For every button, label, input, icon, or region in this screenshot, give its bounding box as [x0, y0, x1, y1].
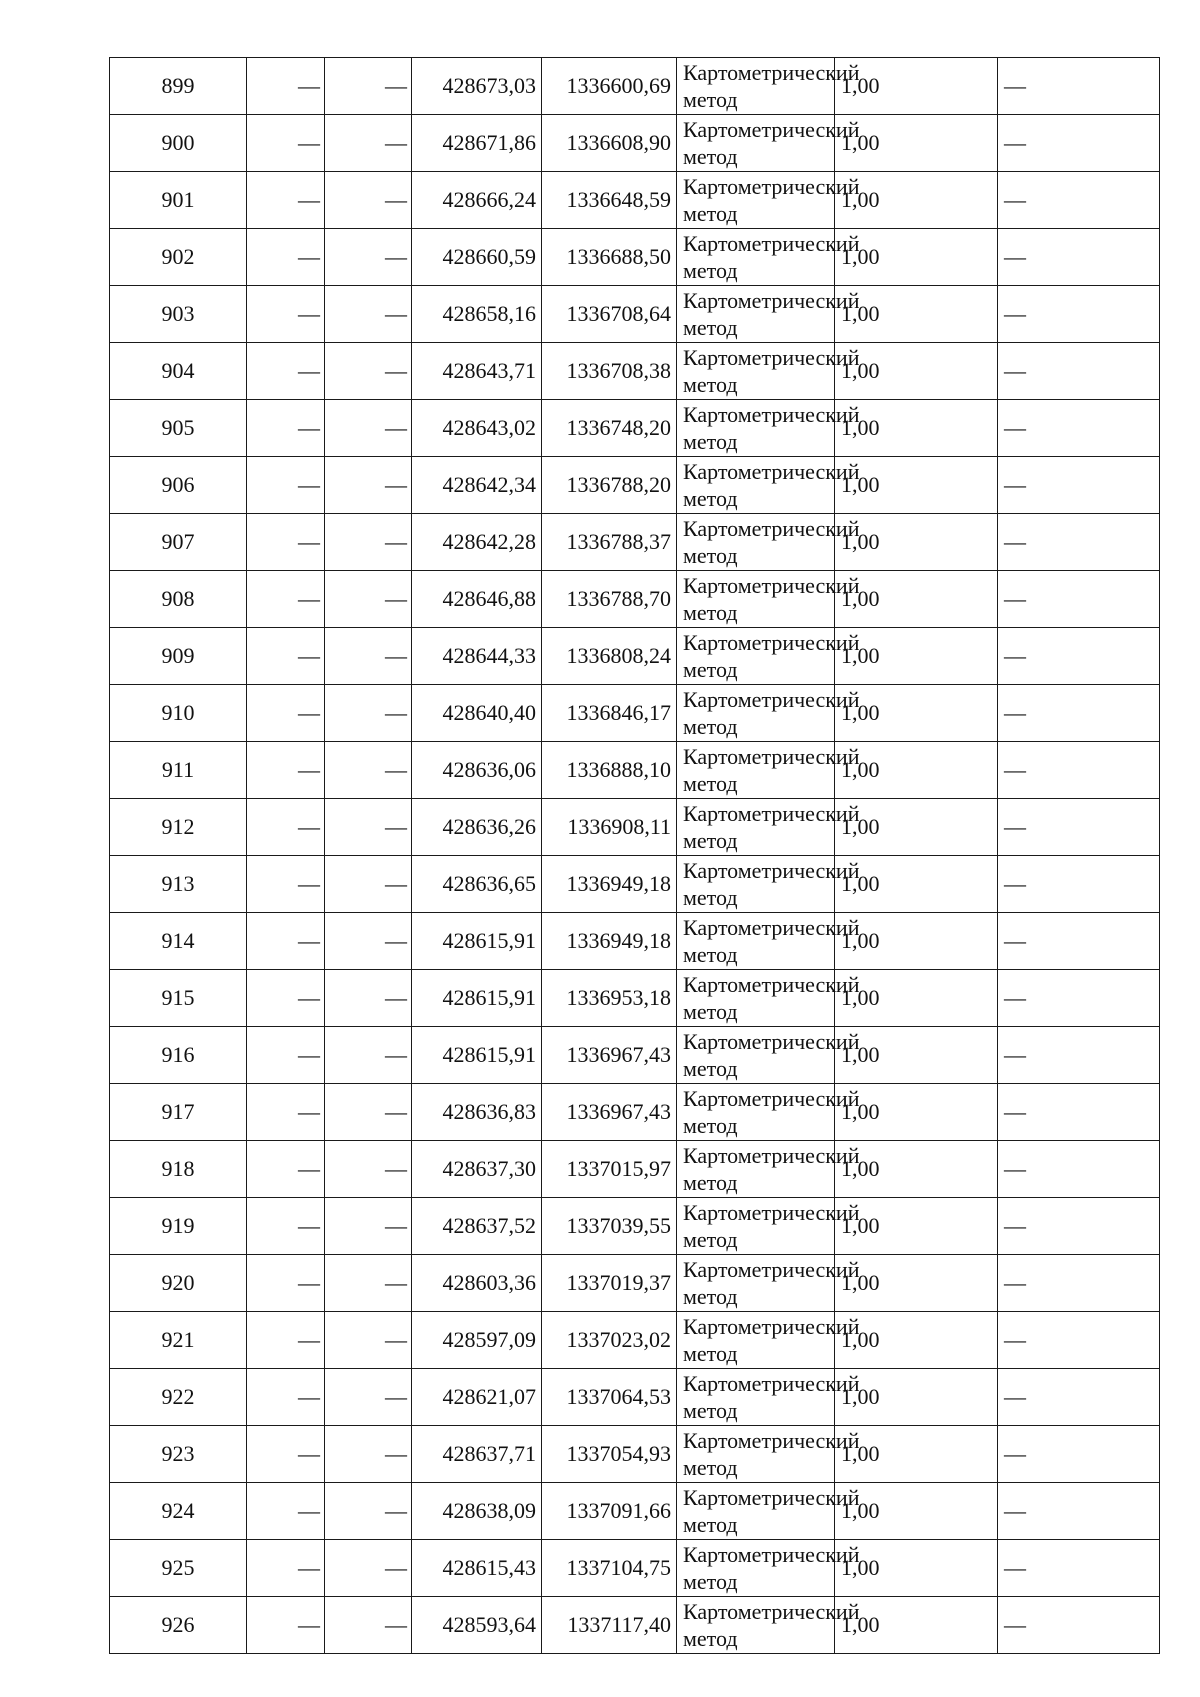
empty-cell-dash: —	[247, 1141, 325, 1198]
description-dash: —	[998, 514, 1160, 571]
determination-method: Картометрический метод	[677, 1027, 835, 1084]
accuracy-value: 1,00	[835, 856, 998, 913]
table-row	[110, 970, 1160, 1027]
description-dash: —	[998, 1141, 1160, 1198]
point-number: 901	[110, 172, 247, 229]
point-number: 911	[110, 742, 247, 799]
coordinate-x: 428636,06	[412, 742, 542, 799]
description-dash: —	[998, 286, 1160, 343]
table-row	[110, 286, 1160, 343]
description-dash: —	[998, 571, 1160, 628]
determination-method: Картометрический метод	[677, 1369, 835, 1426]
description-dash: —	[998, 1255, 1160, 1312]
table-row	[110, 1540, 1160, 1597]
determination-method: Картометрический метод	[677, 400, 835, 457]
empty-cell-dash: —	[247, 1540, 325, 1597]
description-dash: —	[998, 685, 1160, 742]
determination-method: Картометрический метод	[677, 1141, 835, 1198]
table-row	[110, 1597, 1160, 1654]
description-dash: —	[998, 742, 1160, 799]
coordinate-x: 428643,02	[412, 400, 542, 457]
coordinate-x: 428615,43	[412, 1540, 542, 1597]
table-row	[110, 1141, 1160, 1198]
coordinate-y: 1336600,69	[542, 58, 677, 115]
table-row	[110, 1369, 1160, 1426]
coordinate-x: 428637,30	[412, 1141, 542, 1198]
empty-cell-dash: —	[247, 172, 325, 229]
empty-cell-dash: —	[325, 115, 412, 172]
table-row	[110, 400, 1160, 457]
description-dash: —	[998, 229, 1160, 286]
coordinate-x: 428637,52	[412, 1198, 542, 1255]
description-dash: —	[998, 343, 1160, 400]
empty-cell-dash: —	[325, 628, 412, 685]
empty-cell-dash: —	[325, 286, 412, 343]
empty-cell-dash: —	[325, 970, 412, 1027]
point-number: 899	[110, 58, 247, 115]
coordinate-y: 1336846,17	[542, 685, 677, 742]
empty-cell-dash: —	[325, 1027, 412, 1084]
coordinate-y: 1336808,24	[542, 628, 677, 685]
coordinate-y: 1336888,10	[542, 742, 677, 799]
accuracy-value: 1,00	[835, 685, 998, 742]
accuracy-value: 1,00	[835, 571, 998, 628]
table-row	[110, 742, 1160, 799]
coordinate-x: 428621,07	[412, 1369, 542, 1426]
point-number: 918	[110, 1141, 247, 1198]
accuracy-value: 1,00	[835, 913, 998, 970]
table-row	[110, 457, 1160, 514]
empty-cell-dash: —	[247, 343, 325, 400]
empty-cell-dash: —	[247, 1312, 325, 1369]
accuracy-value: 1,00	[835, 286, 998, 343]
accuracy-value: 1,00	[835, 1141, 998, 1198]
coordinate-y: 1337064,53	[542, 1369, 677, 1426]
point-number: 910	[110, 685, 247, 742]
coordinate-y: 1336967,43	[542, 1084, 677, 1141]
table-row	[110, 628, 1160, 685]
empty-cell-dash: —	[247, 856, 325, 913]
accuracy-value: 1,00	[835, 970, 998, 1027]
empty-cell-dash: —	[325, 1312, 412, 1369]
coordinate-y: 1336949,18	[542, 913, 677, 970]
description-dash: —	[998, 1312, 1160, 1369]
coordinate-y: 1336708,64	[542, 286, 677, 343]
empty-cell-dash: —	[247, 1483, 325, 1540]
empty-cell-dash: —	[325, 799, 412, 856]
coordinate-x: 428636,26	[412, 799, 542, 856]
accuracy-value: 1,00	[835, 514, 998, 571]
coordinate-y: 1336608,90	[542, 115, 677, 172]
coordinate-x: 428636,65	[412, 856, 542, 913]
empty-cell-dash: —	[247, 628, 325, 685]
table-row	[110, 1312, 1160, 1369]
empty-cell-dash: —	[325, 1540, 412, 1597]
empty-cell-dash: —	[247, 742, 325, 799]
accuracy-value: 1,00	[835, 1312, 998, 1369]
empty-cell-dash: —	[247, 1084, 325, 1141]
coordinate-y: 1336788,37	[542, 514, 677, 571]
point-number: 902	[110, 229, 247, 286]
coordinate-y: 1337015,97	[542, 1141, 677, 1198]
coordinate-y: 1336708,38	[542, 343, 677, 400]
determination-method: Картометрический метод	[677, 1483, 835, 1540]
description-dash: —	[998, 1027, 1160, 1084]
coordinate-x: 428642,34	[412, 457, 542, 514]
empty-cell-dash: —	[247, 1369, 325, 1426]
accuracy-value: 1,00	[835, 457, 998, 514]
empty-cell-dash: —	[247, 970, 325, 1027]
point-number: 905	[110, 400, 247, 457]
table-row	[110, 1255, 1160, 1312]
determination-method: Картометрический метод	[677, 1597, 835, 1654]
accuracy-value: 1,00	[835, 400, 998, 457]
description-dash: —	[998, 1084, 1160, 1141]
empty-cell-dash: —	[325, 58, 412, 115]
point-number: 909	[110, 628, 247, 685]
point-number: 912	[110, 799, 247, 856]
empty-cell-dash: —	[247, 229, 325, 286]
point-number: 923	[110, 1426, 247, 1483]
description-dash: —	[998, 799, 1160, 856]
determination-method: Картометрический метод	[677, 514, 835, 571]
empty-cell-dash: —	[325, 343, 412, 400]
determination-method: Картометрический метод	[677, 229, 835, 286]
table-row	[110, 514, 1160, 571]
determination-method: Картометрический метод	[677, 1540, 835, 1597]
empty-cell-dash: —	[247, 685, 325, 742]
table-row	[110, 1198, 1160, 1255]
coordinate-x: 428615,91	[412, 913, 542, 970]
empty-cell-dash: —	[325, 400, 412, 457]
coordinate-y: 1336967,43	[542, 1027, 677, 1084]
empty-cell-dash: —	[325, 1483, 412, 1540]
empty-cell-dash: —	[325, 1084, 412, 1141]
point-number: 919	[110, 1198, 247, 1255]
description-dash: —	[998, 172, 1160, 229]
empty-cell-dash: —	[325, 685, 412, 742]
coordinate-x: 428637,71	[412, 1426, 542, 1483]
point-number: 900	[110, 115, 247, 172]
coordinate-x: 428643,71	[412, 343, 542, 400]
empty-cell-dash: —	[325, 229, 412, 286]
point-number: 921	[110, 1312, 247, 1369]
accuracy-value: 1,00	[835, 1483, 998, 1540]
point-number: 907	[110, 514, 247, 571]
table-row	[110, 115, 1160, 172]
point-number: 904	[110, 343, 247, 400]
description-dash: —	[998, 1540, 1160, 1597]
accuracy-value: 1,00	[835, 115, 998, 172]
empty-cell-dash: —	[325, 457, 412, 514]
coordinate-x: 428638,09	[412, 1483, 542, 1540]
accuracy-value: 1,00	[835, 1597, 998, 1654]
determination-method: Картометрический метод	[677, 172, 835, 229]
accuracy-value: 1,00	[835, 58, 998, 115]
coordinate-x: 428603,36	[412, 1255, 542, 1312]
point-number: 917	[110, 1084, 247, 1141]
empty-cell-dash: —	[325, 1141, 412, 1198]
accuracy-value: 1,00	[835, 742, 998, 799]
point-number: 913	[110, 856, 247, 913]
empty-cell-dash: —	[325, 514, 412, 571]
table-row	[110, 685, 1160, 742]
coordinate-x: 428642,28	[412, 514, 542, 571]
empty-cell-dash: —	[325, 1597, 412, 1654]
coordinate-x: 428671,86	[412, 115, 542, 172]
coordinate-y: 1337023,02	[542, 1312, 677, 1369]
determination-method: Картометрический метод	[677, 115, 835, 172]
point-number: 906	[110, 457, 247, 514]
empty-cell-dash: —	[247, 1597, 325, 1654]
coordinate-y: 1336953,18	[542, 970, 677, 1027]
coordinate-x: 428660,59	[412, 229, 542, 286]
determination-method: Картометрический метод	[677, 1084, 835, 1141]
coordinate-y: 1336688,50	[542, 229, 677, 286]
description-dash: —	[998, 1369, 1160, 1426]
coordinate-y: 1336648,59	[542, 172, 677, 229]
determination-method: Картометрический метод	[677, 799, 835, 856]
coordinate-y: 1337039,55	[542, 1198, 677, 1255]
description-dash: —	[998, 400, 1160, 457]
determination-method: Картометрический метод	[677, 742, 835, 799]
determination-method: Картометрический метод	[677, 913, 835, 970]
description-dash: —	[998, 58, 1160, 115]
coordinate-x: 428658,16	[412, 286, 542, 343]
description-dash: —	[998, 1483, 1160, 1540]
accuracy-value: 1,00	[835, 628, 998, 685]
point-number: 926	[110, 1597, 247, 1654]
coordinate-x: 428640,40	[412, 685, 542, 742]
empty-cell-dash: —	[325, 172, 412, 229]
accuracy-value: 1,00	[835, 1084, 998, 1141]
accuracy-value: 1,00	[835, 1426, 998, 1483]
coordinate-x: 428636,83	[412, 1084, 542, 1141]
description-dash: —	[998, 1198, 1160, 1255]
coordinate-y: 1336788,20	[542, 457, 677, 514]
coordinate-x: 428644,33	[412, 628, 542, 685]
empty-cell-dash: —	[247, 514, 325, 571]
empty-cell-dash: —	[247, 571, 325, 628]
description-dash: —	[998, 856, 1160, 913]
description-dash: —	[998, 1597, 1160, 1654]
empty-cell-dash: —	[247, 1255, 325, 1312]
empty-cell-dash: —	[247, 799, 325, 856]
empty-cell-dash: —	[247, 913, 325, 970]
accuracy-value: 1,00	[835, 799, 998, 856]
accuracy-value: 1,00	[835, 1255, 998, 1312]
table-row	[110, 343, 1160, 400]
determination-method: Картометрический метод	[677, 286, 835, 343]
coordinate-x: 428646,88	[412, 571, 542, 628]
table-row	[110, 913, 1160, 970]
empty-cell-dash: —	[247, 457, 325, 514]
empty-cell-dash: —	[325, 1198, 412, 1255]
coordinate-y: 1337091,66	[542, 1483, 677, 1540]
determination-method: Картометрический метод	[677, 685, 835, 742]
determination-method: Картометрический метод	[677, 457, 835, 514]
point-number: 922	[110, 1369, 247, 1426]
empty-cell-dash: —	[325, 1426, 412, 1483]
accuracy-value: 1,00	[835, 343, 998, 400]
table-row	[110, 799, 1160, 856]
coordinate-y: 1337019,37	[542, 1255, 677, 1312]
determination-method: Картометрический метод	[677, 1198, 835, 1255]
description-dash: —	[998, 115, 1160, 172]
table-row	[110, 856, 1160, 913]
determination-method: Картометрический метод	[677, 970, 835, 1027]
table-row	[110, 172, 1160, 229]
empty-cell-dash: —	[247, 400, 325, 457]
accuracy-value: 1,00	[835, 172, 998, 229]
coordinate-x: 428666,24	[412, 172, 542, 229]
empty-cell-dash: —	[325, 856, 412, 913]
point-number: 915	[110, 970, 247, 1027]
point-number: 924	[110, 1483, 247, 1540]
description-dash: —	[998, 1426, 1160, 1483]
coordinates-table	[109, 57, 1160, 1654]
point-number: 908	[110, 571, 247, 628]
coordinate-x: 428593,64	[412, 1597, 542, 1654]
empty-cell-dash: —	[247, 286, 325, 343]
coordinate-x: 428615,91	[412, 1027, 542, 1084]
empty-cell-dash: —	[247, 115, 325, 172]
empty-cell-dash: —	[325, 913, 412, 970]
table-row	[110, 571, 1160, 628]
empty-cell-dash: —	[247, 1027, 325, 1084]
coordinate-x: 428615,91	[412, 970, 542, 1027]
coordinate-y: 1337054,93	[542, 1426, 677, 1483]
description-dash: —	[998, 457, 1160, 514]
coordinate-y: 1336748,20	[542, 400, 677, 457]
point-number: 916	[110, 1027, 247, 1084]
coordinate-y: 1336949,18	[542, 856, 677, 913]
empty-cell-dash: —	[247, 1198, 325, 1255]
determination-method: Картометрический метод	[677, 1255, 835, 1312]
determination-method: Картометрический метод	[677, 628, 835, 685]
point-number: 925	[110, 1540, 247, 1597]
table-row	[110, 1084, 1160, 1141]
point-number: 914	[110, 913, 247, 970]
coordinate-y: 1337104,75	[542, 1540, 677, 1597]
table-row	[110, 1027, 1160, 1084]
point-number: 903	[110, 286, 247, 343]
point-number: 920	[110, 1255, 247, 1312]
description-dash: —	[998, 913, 1160, 970]
table-row	[110, 58, 1160, 115]
empty-cell-dash: —	[325, 1369, 412, 1426]
empty-cell-dash: —	[247, 58, 325, 115]
accuracy-value: 1,00	[835, 1027, 998, 1084]
description-dash: —	[998, 628, 1160, 685]
empty-cell-dash: —	[325, 742, 412, 799]
table-row	[110, 229, 1160, 286]
coordinate-y: 1336908,11	[542, 799, 677, 856]
determination-method: Картометрический метод	[677, 343, 835, 400]
coordinate-x: 428673,03	[412, 58, 542, 115]
accuracy-value: 1,00	[835, 229, 998, 286]
coordinate-y: 1337117,40	[542, 1597, 677, 1654]
empty-cell-dash: —	[325, 1255, 412, 1312]
accuracy-value: 1,00	[835, 1540, 998, 1597]
empty-cell-dash: —	[247, 1426, 325, 1483]
determination-method: Картометрический метод	[677, 856, 835, 913]
determination-method: Картометрический метод	[677, 1312, 835, 1369]
empty-cell-dash: —	[325, 571, 412, 628]
coordinate-x: 428597,09	[412, 1312, 542, 1369]
determination-method: Картометрический метод	[677, 58, 835, 115]
coordinate-y: 1336788,70	[542, 571, 677, 628]
coordinates-table-body	[110, 58, 1160, 1654]
table-row	[110, 1483, 1160, 1540]
accuracy-value: 1,00	[835, 1369, 998, 1426]
determination-method: Картометрический метод	[677, 571, 835, 628]
description-dash: —	[998, 970, 1160, 1027]
table-row	[110, 1426, 1160, 1483]
accuracy-value: 1,00	[835, 1198, 998, 1255]
determination-method: Картометрический метод	[677, 1426, 835, 1483]
